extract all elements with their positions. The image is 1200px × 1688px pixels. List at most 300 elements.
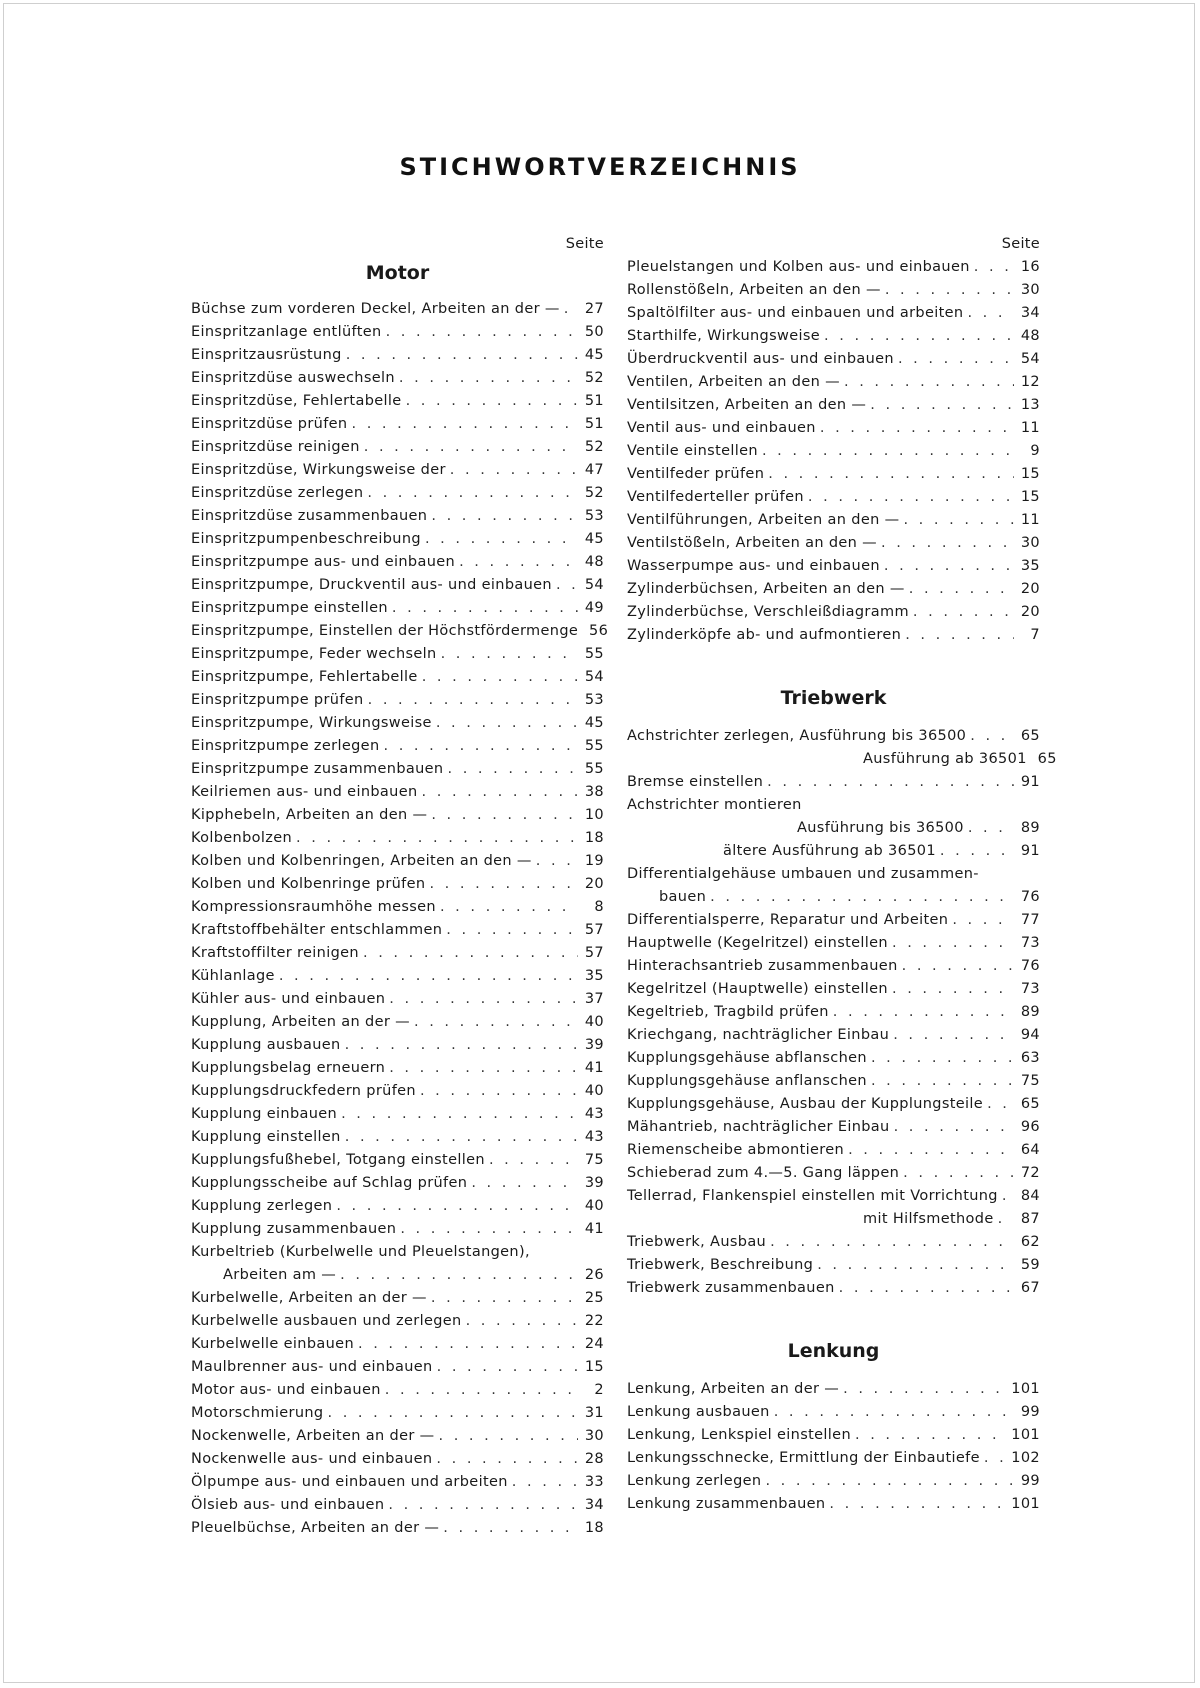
entry-page-number: 89 [1020,820,1040,836]
entry-page-number: 54 [584,669,604,685]
dot-leader [968,817,1014,840]
entry-page-number: 91 [1020,843,1040,859]
entry-page-number: 84 [1020,1188,1040,1204]
entry-page-number: 7 [1030,627,1040,643]
index-entry [191,436,604,459]
entry-page-number: 57 [584,922,604,938]
entry-page-number: 30 [1020,535,1040,551]
index-entry [627,1447,1040,1470]
entry-label: Lenkung, Lenkspiel einstellen [627,1427,851,1443]
motor-continued-entry-list [627,256,1040,647]
index-entry [627,1424,1040,1447]
dot-leader [903,509,1014,532]
dot-leader [422,781,578,804]
index-entry [191,1080,604,1103]
entry-label: Hinterachsantrieb zusammenbauen [627,958,898,974]
dot-leader [436,1448,578,1471]
index-entry [191,1195,604,1218]
entry-label: Zylinderbüchse, Verschleißdiagramm [627,604,909,620]
dot-leader [364,436,578,459]
index-entry [627,840,1040,863]
index-entry [191,758,604,781]
dot-leader [388,1494,578,1517]
dot-leader [446,919,578,942]
index-entry [627,886,1040,909]
entry-label: Differentialgehäuse umbauen und zusammen- [627,866,979,882]
entry-page-number: 45 [584,531,604,547]
entry-page-number: 59 [1020,1257,1040,1273]
entry-label: Kompressionsraumhöhe messen [191,899,436,915]
dot-leader [817,1254,1014,1277]
entry-page-number: 52 [584,439,604,455]
index-entry [191,1218,604,1241]
entry-page-number: 48 [1020,328,1040,344]
entry-label: Überdruckventil aus- und einbauen [627,351,894,367]
dot-leader [389,1057,578,1080]
entry-label: Kupplung zusammenbauen [191,1221,397,1237]
index-entry [627,771,1040,794]
entry-page-number: 19 [584,853,604,869]
dot-leader [441,643,578,666]
index-entry [627,1093,1040,1116]
dot-leader [367,482,578,505]
dot-leader [345,1034,578,1057]
dot-leader [820,417,1014,440]
entry-page-number: 8 [594,899,604,915]
entry-label: Lenkung, Arbeiten an der — [627,1381,840,1397]
dot-leader [406,390,578,413]
index-entry [191,1034,604,1057]
entry-label: Triebwerk zusammenbauen [627,1280,835,1296]
entry-label: Kühlanlage [191,968,275,984]
entry-label: Arbeiten am — [223,1267,337,1283]
dot-leader [843,1378,1007,1401]
dot-leader [340,1264,578,1287]
entry-label: Kupplungsgehäuse, Ausbau der Kupplungsteile [627,1096,984,1112]
entry-page-number: 62 [1020,1234,1040,1250]
entry-page-number: 2 [594,1382,604,1398]
entry-label: Ausführung ab 36501 [863,751,1027,767]
index-entry [191,1149,604,1172]
entry-page-number: 24 [584,1336,604,1352]
dot-leader [770,1231,1014,1254]
dot-leader [438,1425,578,1448]
entry-page-number: 75 [584,1152,604,1168]
index-entry [191,459,604,482]
dot-leader [386,321,578,344]
entry-page-number: 56 [589,623,609,639]
entry-page-number: 11 [1020,512,1040,528]
entry-label: Kupplung zerlegen [191,1198,333,1214]
index-entry [191,1310,604,1333]
entry-page-number: 76 [1020,889,1040,905]
entry-page-number: 73 [1020,981,1040,997]
dot-leader [471,1172,578,1195]
entry-page-number: 72 [1020,1165,1040,1181]
index-entry [191,1287,604,1310]
entry-page-number: 76 [1020,958,1040,974]
entry-label: Mähantrieb, nachträglicher Einbau [627,1119,890,1135]
dot-leader [808,486,1014,509]
index-entry [627,932,1040,955]
entry-page-number: 13 [1020,397,1040,413]
entry-label: Einspritzpumpe prüfen [191,692,364,708]
entry-label: Lenkungsschnecke, Ermittlung der Einbautiefe [627,1450,980,1466]
entry-label: Einspritzpumpe aus- und einbauen [191,554,456,570]
index-entry [191,1103,604,1126]
index-entry [191,919,604,942]
dot-leader [903,1162,1014,1185]
entry-label: Achstrichter zerlegen, Ausführung bis 36500 [627,728,967,744]
entry-label: Einspritzausrüstung [191,347,342,363]
entry-label: Ventilfeder prüfen [627,466,765,482]
dot-leader [892,978,1014,1001]
index-entry [627,601,1040,624]
entry-label: Kolben und Kolbenringen, Arbeiten an den — [191,853,532,869]
dot-leader [902,955,1014,978]
dot-leader [940,840,1014,863]
entry-label: Achstrichter montieren [627,797,802,813]
index-entry [191,551,604,574]
dot-leader [839,1277,1014,1300]
entry-page-number: 18 [584,1520,604,1536]
entry-label: Ventilstößeln, Arbeiten an den — [627,535,877,551]
dot-leader [358,1333,578,1356]
index-entry [627,463,1040,486]
index-entry [191,712,604,735]
entry-page-number: 20 [584,876,604,892]
entry-page-number: 51 [584,416,604,432]
index-entry [627,256,1040,279]
index-entry [191,1425,604,1448]
index-entry [191,482,604,505]
entry-label: Einspritzdüse zerlegen [191,485,364,501]
dot-leader [892,932,1014,955]
index-entry [627,532,1040,555]
index-entry [191,505,604,528]
dot-leader [974,256,1014,279]
dot-leader [328,1402,579,1425]
entry-label: Zylinderköpfe ab- und aufmontieren [627,627,902,643]
entry-label: mit Hilfsmethode [863,1211,994,1227]
dot-leader [296,827,578,850]
index-entry [627,325,1040,348]
entry-label: Einspritzdüse reinigen [191,439,360,455]
entry-label: Ventilen, Arbeiten an den — [627,374,840,390]
entry-page-number: 54 [1020,351,1040,367]
entry-label: Kraftstoffbehälter entschlammen [191,922,443,938]
index-entry [191,804,604,827]
entry-label: Ventilsitzen, Arbeiten an den — [627,397,867,413]
entry-label: Nockenwelle, Arbeiten an der — [191,1428,435,1444]
index-entry [627,486,1040,509]
index-entry [191,666,604,689]
index-entry [627,748,1057,771]
entry-page-number: 43 [584,1129,604,1145]
entry-label: Keilriemen aus- und einbauen [191,784,418,800]
entry-label: Ventilführungen, Arbeiten an den — [627,512,900,528]
dot-leader [870,394,1014,417]
dot-leader [893,1024,1014,1047]
index-entry [191,1172,604,1195]
index-entry [191,942,604,965]
index-entry [627,863,1040,886]
index-entry [627,394,1040,417]
dot-leader [824,325,1014,348]
dot-leader [420,1080,578,1103]
dot-leader [345,1126,578,1149]
index-entry [627,1254,1040,1277]
dot-leader [346,344,578,367]
entry-page-number: 18 [584,830,604,846]
entry-page-number: 28 [584,1451,604,1467]
entry-page-number: 73 [1020,935,1040,951]
triebwerk-entry-list [627,725,1057,1300]
entry-page-number: 15 [584,1359,604,1375]
entry-label: bauen [659,889,707,905]
index-entry [191,1494,604,1517]
index-entry [627,1378,1040,1401]
dot-leader [431,804,578,827]
entry-label: Einspritzpumpe zerlegen [191,738,380,754]
entry-page-number: 43 [584,1106,604,1122]
dot-leader [414,1011,578,1034]
section-heading-triebwerk: Triebwerk [780,687,887,709]
entry-page-number: 40 [584,1014,604,1030]
dot-leader [384,735,579,758]
entry-label: Einspritzpumpe, Wirkungsweise [191,715,432,731]
dot-leader [762,440,1014,463]
index-entry [627,725,1040,748]
entry-page-number: 67 [1020,1280,1040,1296]
dot-leader [987,1093,1014,1116]
entry-page-number: 75 [1020,1073,1040,1089]
dot-leader [368,689,578,712]
index-entry [191,689,604,712]
dot-leader [392,597,578,620]
dot-leader [422,666,578,689]
entry-page-number: 34 [584,1497,604,1513]
entry-page-number: 96 [1020,1119,1040,1135]
index-entry [627,1493,1040,1516]
entry-label: Spaltölfilter aus- und einbauen und arbeiten [627,305,964,321]
entry-page-number: 53 [584,692,604,708]
entry-label: Kraftstoffilter reinigen [191,945,359,961]
section-heading-motor: Motor [365,262,430,284]
dot-leader [774,1401,1014,1424]
entry-label: Einspritzpumpe einstellen [191,600,388,616]
dot-leader [765,1470,1014,1493]
index-entry [191,321,604,344]
index-entry [191,528,604,551]
dot-leader [894,1116,1014,1139]
index-entry [191,781,604,804]
index-entry [627,348,1040,371]
index-entry [627,371,1040,394]
index-entry [627,1401,1040,1424]
entry-label: Zylinderbüchsen, Arbeiten an den — [627,581,905,597]
dot-leader [998,1208,1014,1231]
dot-leader [440,896,578,919]
entry-page-number: 39 [584,1037,604,1053]
entry-page-number: 15 [1020,466,1040,482]
dot-leader [363,942,578,965]
entry-page-number: 87 [1020,1211,1040,1227]
entry-label: Kegelritzel (Hauptwelle) einstellen [627,981,888,997]
section-heading-lenkung: Lenkung [787,1340,880,1362]
entry-label: Pleuelbüchse, Arbeiten an der — [191,1520,440,1536]
index-entry [627,955,1040,978]
dot-leader [844,371,1014,394]
index-entry [191,1448,604,1471]
dot-leader [984,1447,1007,1470]
entry-page-number: 47 [584,462,604,478]
entry-label: Kupplungsfußhebel, Totgang einstellen [191,1152,485,1168]
dot-leader [437,1356,578,1379]
entry-page-number: 65 [1020,1096,1040,1112]
dot-leader [431,505,578,528]
entry-label: Einspritzdüse prüfen [191,416,348,432]
entry-page-number: 99 [1020,1473,1040,1489]
entry-page-number: 34 [1020,305,1040,321]
dot-leader [833,1001,1014,1024]
entry-page-number: 48 [584,554,604,570]
dot-leader [905,624,1014,647]
entry-label: Wasserpumpe aus- und einbauen [627,558,880,574]
entry-page-number: 55 [584,761,604,777]
entry-page-number: 27 [584,301,604,317]
entry-label: Kupplung einbauen [191,1106,338,1122]
entry-label: Schieberad zum 4.—5. Gang läppen [627,1165,900,1181]
index-entry [191,597,604,620]
entry-label: Motor aus- und einbauen [191,1382,381,1398]
index-entry [191,1471,604,1494]
entry-label: Lenkung zusammenbauen [627,1496,826,1512]
index-entry [627,794,1040,817]
entry-label: Kühler aus- und einbauen [191,991,386,1007]
entry-label: Kolben und Kolbenringe prüfen [191,876,426,892]
page-title: STICHWORTVERZEICHNIS [399,153,801,181]
entry-label: Kupplung, Arbeiten an der — [191,1014,410,1030]
entry-label: Kriechgang, nachträglicher Einbau [627,1027,890,1043]
entry-page-number: 49 [584,600,604,616]
index-entry [627,1139,1040,1162]
left-column [191,232,609,1540]
entry-label: Ventil aus- und einbauen [627,420,816,436]
entry-label: Einspritzpumpe zusammenbauen [191,761,444,777]
entry-page-number: 63 [1020,1050,1040,1066]
entry-label: Triebwerk, Ausbau [627,1234,767,1250]
entry-page-number: 12 [1020,374,1040,390]
entry-page-number: 40 [584,1198,604,1214]
index-entry [627,1185,1040,1208]
index-entry [191,988,604,1011]
entry-page-number: 11 [1020,420,1040,436]
entry-page-number: 9 [1030,443,1040,459]
dot-leader [909,578,1014,601]
entry-page-number: 22 [584,1313,604,1329]
dot-leader [400,1218,578,1241]
dot-leader [389,988,578,1011]
dot-leader [967,302,1014,325]
entry-page-number: 101 [1011,1496,1040,1512]
index-entry [191,827,604,850]
lenkung-entry-list [627,1378,1040,1516]
entry-page-number: 30 [584,1428,604,1444]
index-entry [627,555,1040,578]
entry-label: Kupplung ausbauen [191,1037,341,1053]
entry-label: Triebwerk, Beschreibung [627,1257,814,1273]
dot-leader [459,551,578,574]
dot-leader [447,758,578,781]
index-entry [627,1162,1040,1185]
entry-label: Starthilfe, Wirkungsweise [627,328,821,344]
entry-page-number: 77 [1020,912,1040,928]
entry-page-number: 30 [1020,282,1040,298]
entry-label: Büchse zum vorderen Deckel, Arbeiten an der — [191,301,560,317]
entry-label: Einspritzpumpe, Fehlertabelle [191,669,418,685]
entry-label: Einspritzdüse zusammenbauen [191,508,428,524]
entry-label: Kupplung einstellen [191,1129,341,1145]
entry-page-number: 37 [584,991,604,1007]
entry-page-number: 41 [584,1060,604,1076]
index-entry [191,1011,604,1034]
index-entry [627,1024,1040,1047]
entry-label: Kolbenbolzen [191,830,293,846]
entry-label: Kegeltrieb, Tragbild prüfen [627,1004,829,1020]
index-entry [627,1116,1040,1139]
entry-page-number: 52 [584,370,604,386]
entry-page-number: 89 [1020,1004,1040,1020]
entry-page-number: 55 [584,646,604,662]
entry-label: Einspritzpumpe, Druckventil aus- und einbauen [191,577,552,593]
dot-leader [913,601,1014,624]
entry-label: Pleuelstangen und Kolben aus- und einbauen [627,259,970,275]
index-entry [627,1001,1040,1024]
entry-label: Motorschmierung [191,1405,324,1421]
entry-page-number: 57 [584,945,604,961]
index-entry [627,1070,1040,1093]
entry-page-number: 64 [1020,1142,1040,1158]
index-entry [191,1126,604,1149]
entry-label: Einspritzdüse auswechseln [191,370,395,386]
index-entry [627,1277,1040,1300]
index-entry [627,624,1040,647]
dot-leader [767,771,1014,794]
entry-label: Riemenscheibe abmontieren [627,1142,845,1158]
dot-leader [489,1149,578,1172]
dot-leader [768,463,1014,486]
entry-page-number: 55 [584,738,604,754]
entry-label: Einspritzdüse, Wirkungsweise der [191,462,446,478]
entry-page-number: 10 [584,807,604,823]
index-entry [191,344,604,367]
entry-page-number: 38 [584,784,604,800]
entry-label: Kurbeltrieb (Kurbelwelle und Pleuelstangen), [191,1244,530,1260]
index-entry [191,298,604,321]
entry-page-number: 51 [584,393,604,409]
dot-leader [556,574,578,597]
entry-page-number: 101 [1011,1381,1040,1397]
seite-label-right: Seite [1001,236,1040,252]
motor-entry-list [191,298,609,1540]
index-entry [627,909,1040,932]
seite-label-left: Seite [565,236,604,252]
index-entry [191,390,604,413]
entry-page-number: 65 [1020,728,1040,744]
index-entry [627,1047,1040,1070]
index-entry [191,1356,604,1379]
